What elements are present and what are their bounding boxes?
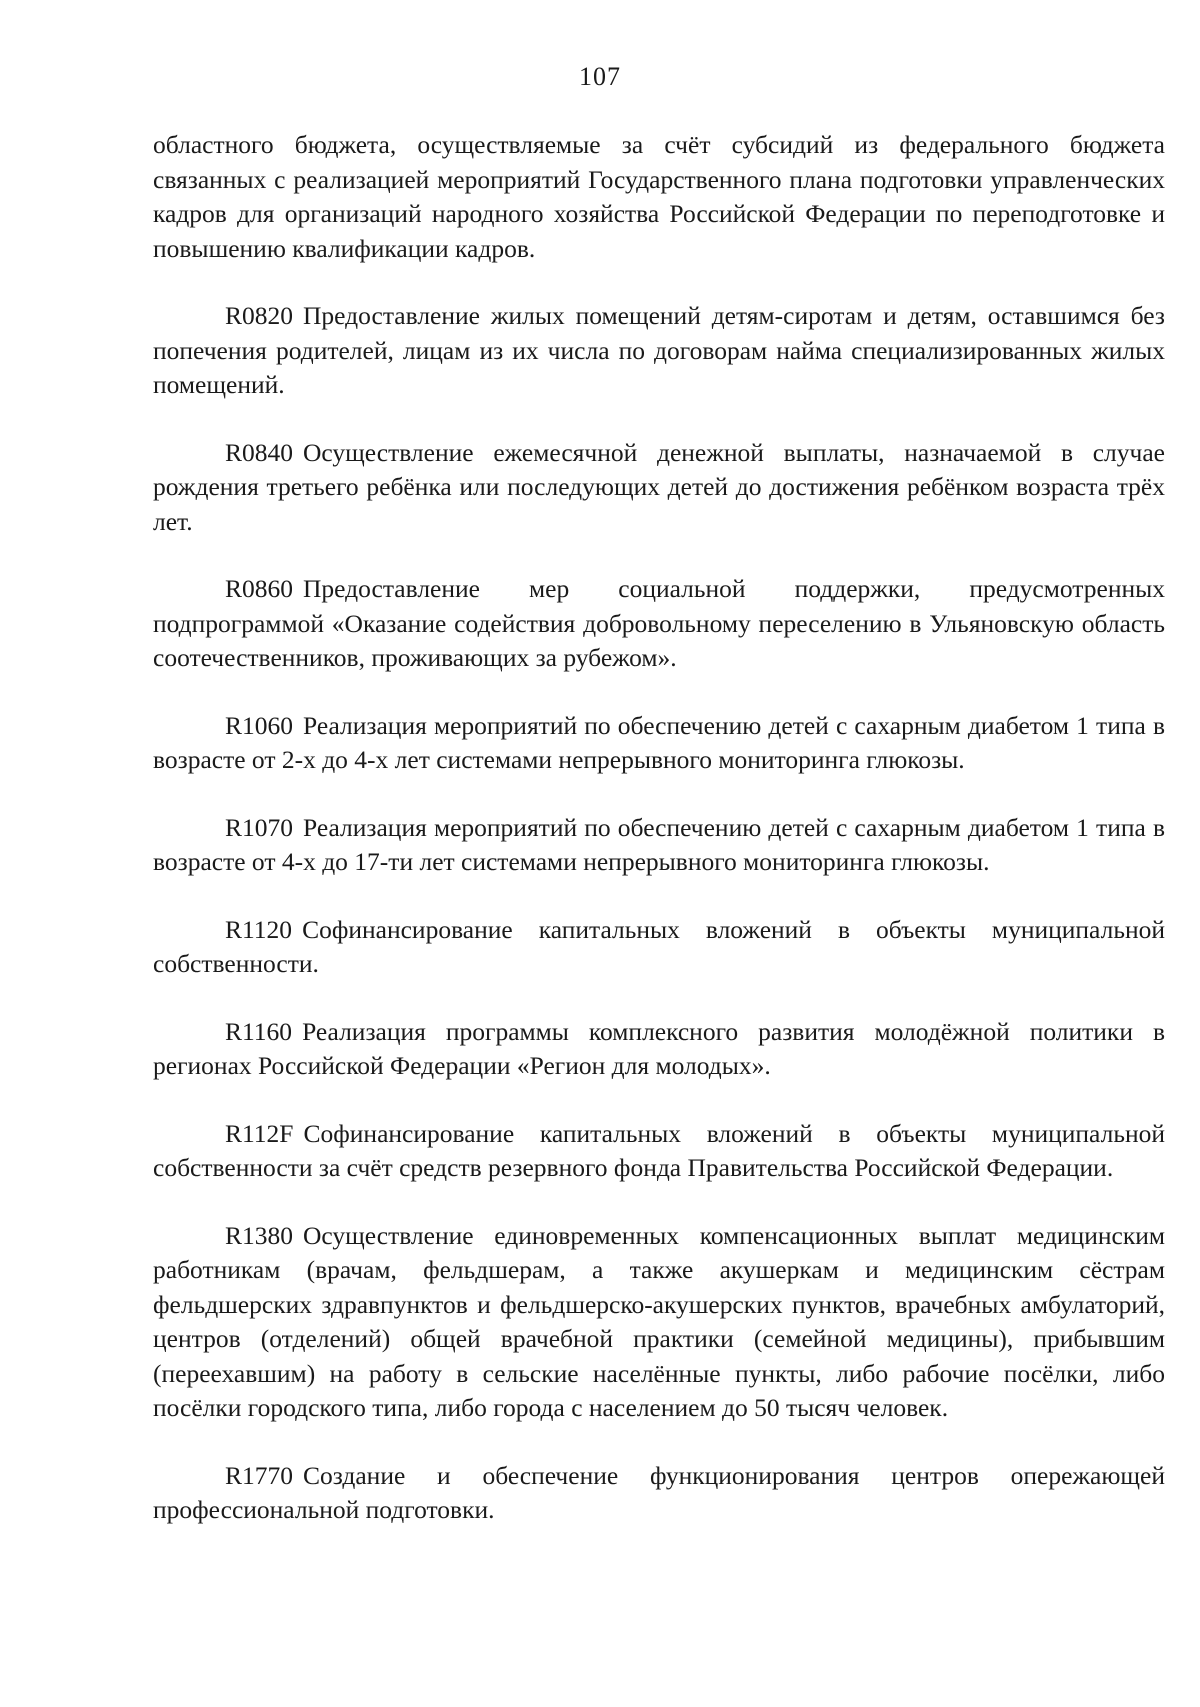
paragraph-r0840 [153,436,1165,540]
budget-code: R1770 [225,1460,294,1490]
document-body [153,128,1165,1561]
paragraph-r1770 [153,1459,1165,1528]
paragraph-text: областного бюджета, осуществляемые за счёт субсидий из федерального бюджета связанных с реализацией мероприятий Государственного плана подготовки управленческих кадров для организаций народного хозяйства Российской Федерации по переподготовке и повышению квалификации кадров. [153,130,1165,263]
page-number: 107 [579,62,621,91]
budget-code: R0860 [225,574,294,603]
paragraph-text: Софинансирование капитальных вложений в объекты муниципальной собственности. [153,914,1165,978]
paragraph-continuation [153,128,1165,266]
paragraph-text: Создание и обеспечение функционирования центров опережающей профессиональной подготовки. [153,1460,1165,1524]
paragraph-r112f [153,1117,1165,1186]
paragraph-r1060 [153,709,1165,778]
budget-code: R1070 [225,812,294,842]
paragraph-text: Предоставление мер социальной поддержки, предусмотренных подпрограммой «Оказание содействия добровольному переселению в Ульяновскую область соотечественников, проживающих за рубежом». [153,574,1165,672]
paragraph-r1070 [153,811,1165,880]
budget-code: R1060 [225,710,294,740]
paragraph-r1380 [153,1219,1165,1426]
paragraph-text: Софинансирование капитальных вложений в объекты муниципальной собственности за счёт средств резервного фонда Правительства Российской Федерации. [153,1118,1165,1182]
budget-code: R1160 [225,1016,293,1046]
paragraph-r0820 [153,299,1165,403]
budget-code: R112F [225,1118,294,1148]
budget-code: R0820 [225,301,294,330]
paragraph-text: Предоставление жилых помещений детям-сиротам и детям, оставшимся без попечения родителей, лицам из их числа по договорам найма специализированных жилых помещений. [153,301,1165,399]
paragraph-text: Осуществление единовременных компенсационных выплат медицинским работникам (врачам, фельдшерам, а также акушеркам и медицинским сёстрам фельдшерских здравпунктов и фельдшерско-акушерских пунктов, врачебных амбулаторий, центров (отделений) общей врачебной практики (семейной медицины), прибывшим (переехавшим) на работу в сельские населённые пункты, либо рабочие посёлки, либо посёлки городского типа, либо города с населением до 50 тысяч человек. [153,1220,1165,1422]
paragraph-text: Реализация программы комплексного развития молодёжной политики в регионах Российской Федерации «Регион для молодых». [153,1016,1165,1080]
budget-code: R1380 [225,1220,294,1250]
paragraph-r0860 [153,572,1165,676]
paragraph-r1160 [153,1015,1165,1084]
budget-code: R0840 [225,437,294,467]
paragraph-text: Реализация мероприятий по обеспечению детей с сахарным диабетом 1 типа в возрасте от 2-х до 4-х лет системами непрерывного мониторинга глюкозы. [153,710,1165,774]
budget-code: R1120 [225,914,293,944]
paragraph-text: Реализация мероприятий по обеспечению детей с сахарным диабетом 1 типа в возрасте от 4-х до 17-ти лет системами непрерывного мониторинга глюкозы. [153,812,1165,876]
paragraph-text: Осуществление ежемесячной денежной выплаты, назначаемой в случае рождения третьего ребёнка или последующих детей до достижения ребёнком возраста трёх лет. [153,437,1165,536]
paragraph-r1120 [153,913,1165,982]
